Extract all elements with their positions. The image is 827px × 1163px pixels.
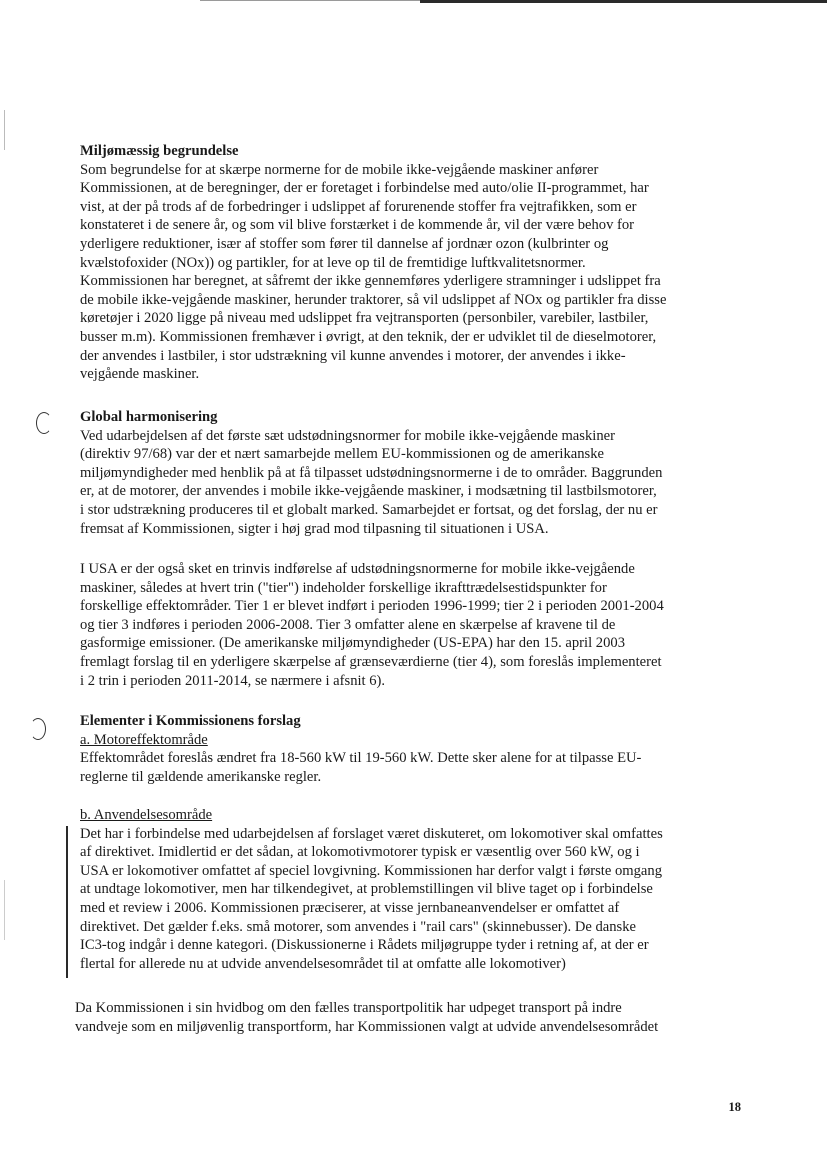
section-proposal-elements: [80, 712, 752, 786]
paragraph-usa-standards: [80, 560, 752, 690]
scan-left-edge: [4, 880, 5, 940]
text-line: de mobile ikke-vejgående maskiner, herunder traktorer, så vil udslippet af NOx og partikler fra disse: [80, 291, 667, 308]
text-line: der anvendes i lastbiler, i stor udstrækning vil kunne anvendes i motorer, der anvendes i ikke-: [80, 347, 626, 364]
text-line: miljømyndigheder med henblik på at få tilpasset udstødningsnormerne i de to områder. Baggrunden: [80, 464, 663, 481]
text-line: Effektområdet foreslås ændret fra 18-560 kW til 19-560 kW. Dette sker alene for at tilpasse EU-: [80, 750, 642, 767]
section-heading: Global harmonisering: [80, 409, 218, 425]
text-line: Kommissionen, at de beregninger, der er foretaget i forbindelse med auto/olie II-programmet, har: [80, 180, 649, 197]
text-line: Det har i forbindelse med udarbejdelsen af forslaget været diskuteret, om lokomotiver skal omfattes: [80, 825, 663, 842]
text-line: (direktiv 97/68) var der et nært samarbejde mellem EU-kommissionen og de amerikanske: [80, 446, 605, 463]
text-line: Ved udarbejdelsen af det første sæt udstødningsnormer for mobile ikke-vejgående maskiner: [80, 427, 615, 444]
scan-top-rule-faint: [200, 0, 420, 1]
text-line: kvælstofoxider (NOx)) og partikler, for at leve op til de fremtidige luftkvalitetsnormer.: [80, 254, 586, 271]
margin-change-bar: [66, 826, 68, 978]
subsection-heading: a. Motoreffektområde: [80, 731, 208, 748]
page-number: 18: [728, 1100, 741, 1114]
text-line: er, at de motorer, der anvendes i mobile ikke-vejgående maskiner, i modsætning til lastbilsmotorer,: [80, 483, 657, 500]
text-line: vist, at der på trods af de forbedringer i udslippet af forurenende stoffer fra vejtrafikken, som er: [80, 198, 637, 215]
text-line: yderligere reduktioner, især af stoffer som fører til dannelse af jordnær ozon (kulbrinter og: [80, 235, 609, 252]
text-line: IC3-tog indgår i denne kategori. (Diskussionerne i Rådets miljøgruppe tyder i retning af, at der er: [80, 937, 649, 954]
text-line: af direktivet. Imidlertid er det sådan, at lokomotivmotorer typisk er væsentlig over 560 kW, og i: [80, 844, 640, 861]
text-line: at undtage lokomotiver, men har tilkendegivet, at problemstillingen vil blive taget op i forbindelse: [80, 881, 653, 898]
text-line: gasformige emissioner. (De amerikanske miljømyndigheder (US-EPA) har den 15. april 2003: [80, 635, 625, 652]
text-line: Kommissionen har beregnet, at såfremt der ikke gennemføres yderligere stramninger i udslippet fra: [80, 273, 661, 290]
section-heading: Elementer i Kommissionens forslag: [80, 713, 301, 729]
text-line: vandveje som en miljøvenlig transportform, har Kommissionen valgt at udvide anvendelsesområdet: [75, 1018, 659, 1035]
text-line: maskiner, således at hvert trin ("tier") indeholder forskellige ikrafttrædelsestidspunkter for: [80, 579, 607, 596]
punch-hole-mark: [36, 412, 52, 434]
subsection-heading: b. Anvendelsesområde: [80, 807, 213, 823]
text-line: køretøjer i 2020 ligge på niveau med udslippet fra vejtransporten (personbiler, varebiler, lastbiler,: [80, 310, 649, 327]
text-line: i stor udstrækning produceres til et globalt marked. Samarbejdet er fortsat, og det forslag, der nu er: [80, 501, 658, 518]
text-line: og tier 3 indføres i perioden 2006-2008. Tier 3 omfatter alene en skærpelse af kravene til de: [80, 616, 616, 633]
section-global-harmonisation: [80, 408, 752, 538]
text-line: i 2 trin i perioden 2011-2014, se nærmere i afsnit 6).: [80, 672, 386, 689]
scan-left-edge: [4, 110, 5, 150]
text-line: direktivet. Det gælder f.eks. små motorer, som anvendes i "rail cars" (skinnebusser). De danske: [80, 918, 637, 935]
punch-hole-mark: [30, 718, 46, 740]
text-line: Som begrundelse for at skærpe normerne for de mobile ikke-vejgående maskiner anfører: [80, 161, 599, 178]
scan-top-rule: [420, 0, 827, 3]
text-line: vejgående maskiner.: [80, 366, 200, 383]
text-line: med et review i 2006. Kommissionen præciserer, at visse jernbaneanvendelser er omfattet af: [80, 899, 620, 916]
text-line: USA er lokomotiver omfattet af speciel lovgivning. Kommissionen har derfor valgt i første omgang: [80, 862, 663, 879]
section-heading: Miljømæssig begrundelse: [80, 143, 239, 159]
text-line: flertal for allerede nu at udvide anvendelsesområdet til at omfatte alle lokomotiver): [80, 955, 566, 972]
text-line: fremlagt forslag til en yderligere skærpelse af grænseværdierne (tier 4), som foreslås implementeret: [80, 653, 662, 670]
paragraph-transport-whitepaper: [75, 999, 747, 1036]
text-line: fremsat af Kommissionen, sigter i høj grad mod tilpasning til situationen i USA.: [80, 520, 549, 537]
text-line: konstateret i de senere år, og som vil blive forstærket i de kommende år, vil der være behov for: [80, 217, 635, 234]
text-line: forskellige effektområder. Tier 1 er blevet indført i perioden 1996-1999; tier 2 i perioden 2001-2004: [80, 598, 664, 615]
section-scope: [80, 806, 752, 973]
text-line: busser m.m). Kommissionen fremhæver i øvrigt, at den teknik, der er udviklet til de dieselmotorer,: [80, 328, 657, 345]
text-line: Da Kommissionen i sin hvidbog om den fælles transportpolitik har udpeget transport på indre: [75, 1000, 622, 1016]
text-line: I USA er der også sket en trinvis indførelse af udstødningsnormerne for mobile ikke-vejgående: [80, 561, 635, 577]
section-environmental-justification: [80, 142, 752, 384]
text-line: reglerne til gældende amerikanske regler.: [80, 768, 322, 785]
